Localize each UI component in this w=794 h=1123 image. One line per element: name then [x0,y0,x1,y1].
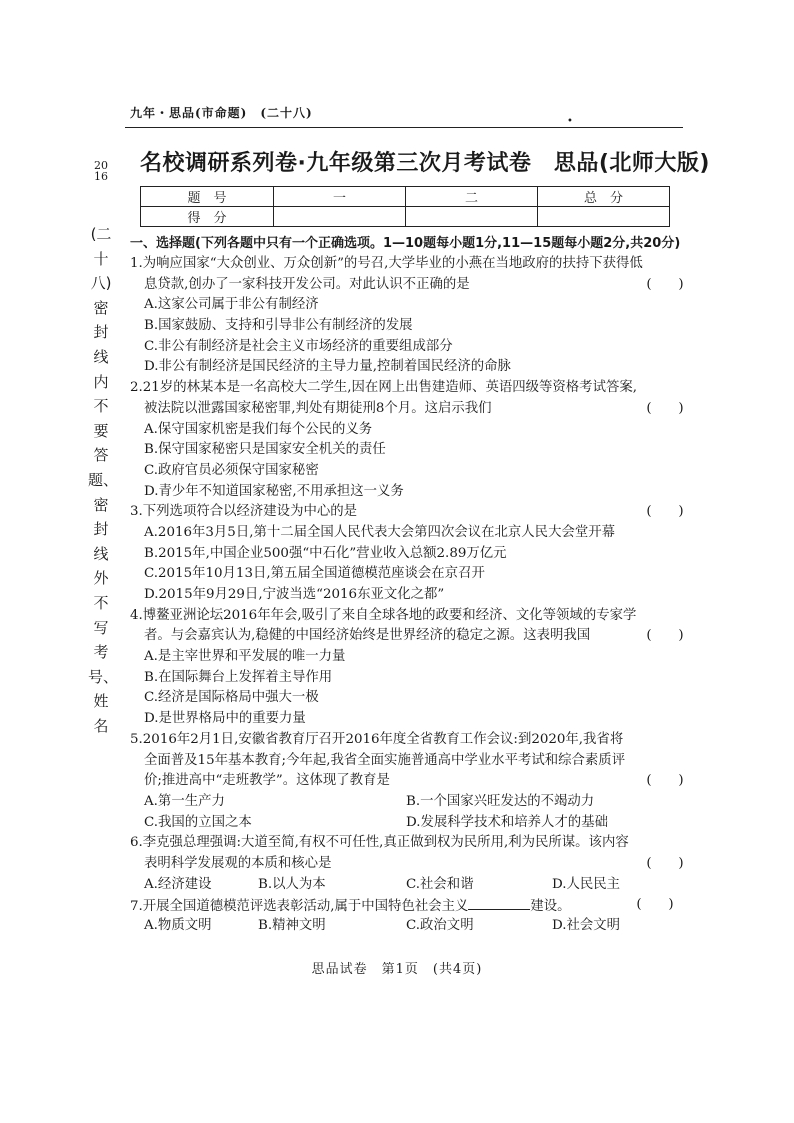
option-row [130,875,685,896]
seal-line-notice: (二十八)密封线内不要答题、密封线外不写考号、姓名 [88,225,119,735]
option-d: D.人民民主 [552,876,621,892]
question-stem-line [130,895,685,916]
option-d: D.社会文明 [552,918,621,933]
option-a: A.经济建设 [144,876,212,892]
question-stem-text: 3.下列选项符合以经济建设为中心的是 [130,504,358,520]
question-stem-line: 2.21岁的林某本是一名高校大二学生,因在网上出售建造师、英语四级等资格考试答案, [130,380,637,396]
option-b: B.以人为本 [258,876,326,892]
score-cell-label: 题 号 [141,187,274,207]
question-6 [130,833,685,895]
page-footer: 思品试卷 第1页 (共4页) [311,962,483,977]
score-table-score-row [141,207,670,227]
scan-dot: • [567,116,573,127]
option-b: B.在国际舞台上发挥着主导作用 [144,669,333,685]
question-3 [130,502,685,605]
score-table [140,186,670,227]
option-b: B.2015年,中国企业500强“中石化”营业收入总额2.89万亿元 [144,545,507,561]
option-a: A.是主宰世界和平发展的唯一力量 [144,649,346,665]
question-stem-line [130,854,685,875]
score-input-part1[interactable] [274,207,406,227]
answer-parentheses[interactable]: ( ) [646,276,684,292]
option-d: D.2015年9月29日,宁波当选“2016东亚文化之都” [144,587,445,602]
question-stem-line: 5.2016年2月1日,安徽省教育厅召开2016年度全省教育工作会议:到2020年,我省将 [130,731,624,747]
question-stem-line [130,275,685,296]
option-c: C.非公有制经济是社会主义市场经济的重要组成部分 [144,338,453,354]
running-head: 九年・思品(市命题) (二十八) [130,106,313,120]
answer-parentheses[interactable]: ( ) [646,773,684,789]
option-a: A.这家公司属于非公有制经济 [144,297,319,313]
seal-line-strip [86,159,119,920]
option-b: B.一个国家兴旺发达的不竭动力 [406,793,595,809]
question-stem-text: 建设。 [530,899,571,915]
question-1 [130,254,685,378]
answer-parentheses[interactable]: ( ) [646,504,684,520]
question-stem-line: 4.博鳌亚洲论坛2016年年会,吸引了来自全球各地的政要和经济、文化等领域的专家学 [130,607,637,623]
option-d: D.发展科学技术和培养人才的基础 [406,814,608,830]
option-a: A.保守国家机密是我们每个公民的义务 [144,421,373,437]
question-7 [130,895,685,936]
option-c: C.我国的立国之本 [144,814,252,830]
question-stem-text: 7.开展全国道德模范评选表彰活动,属于中国特色社会主义 [130,899,469,915]
question-stem-text: 者。与会嘉宾认为,稳健的中国经济始终是世界经济的稳定之源。这表明我国 [144,628,591,644]
question-4 [130,606,685,730]
question-section [130,234,685,937]
option-c: C.2015年10月13日,第五届全国道德模范座谈会在京召开 [144,566,485,582]
score-cell-label: 得 分 [141,207,274,227]
option-b: B.国家鼓励、支持和引导非公有制经济的发展 [144,318,413,334]
option-a: A.物质文明 [144,918,212,933]
option-b: B.精神文明 [258,918,326,933]
option-d: D.青少年不知道国家秘密,不用承担这一义务 [144,483,404,499]
score-cell-part2: 二 [406,187,538,207]
header-rule [125,127,683,128]
answer-parentheses[interactable]: ( ) [636,897,674,913]
option-pair-row [130,813,685,834]
question-stem-line: 6.李克强总理强调:大道至简,有权不可任性,真正做到权为民所用,利为民所谋。该内容 [130,835,629,851]
question-5 [130,730,685,833]
answer-parentheses[interactable]: ( ) [646,628,684,644]
option-a: A.2016年3月5日,第十二届全国人民代表大会第四次会议在北京人民大会堂开幕 [144,524,616,540]
option-row [130,916,685,937]
option-c: C.经济是国际格局中强大一极 [144,690,319,706]
fill-in-blank[interactable] [468,895,530,910]
exam-title: 名校调研系列卷·九年级第三次月考试卷 思品(北师大版) [140,151,710,176]
question-stem-text: 价;推进高中“走班教学”。这体现了教育是 [144,773,390,789]
question-stem-text: 息贷款,创办了一家科技开发公司。对此认识不正确的是 [144,276,470,292]
option-d: D.非公有制经济是国民经济的主导力量,控制着国民经济的命脉 [144,359,511,375]
score-input-part2[interactable] [406,207,538,227]
side-year: 2016 [94,159,108,183]
answer-parentheses[interactable]: ( ) [646,855,684,871]
question-stem-line [130,626,685,647]
question-stem-line [130,502,685,523]
question-2 [130,378,685,502]
section-heading: 一、选择题(下列各题中只有一个正确选项。1—10题每小题1分,11—15题每小题2分,共20分) [130,236,681,251]
score-table-header-row [141,187,670,207]
score-cell-part1: 一 [274,187,406,207]
question-stem-line: 全面普及15年基本教育;今年起,我省全面实施普通高中学业水平考试和综合素质评 [144,752,626,768]
answer-parentheses[interactable]: ( ) [646,400,684,416]
option-c: C.政治文明 [406,918,474,933]
question-stem-line: 1.为响应国家“大众创业、万众创新”的号召,大学毕业的小燕在当地政府的扶持下获得低 [130,256,643,271]
option-b: B.保守国家秘密只是国家安全机关的责任 [144,442,386,458]
question-stem-line [130,771,685,792]
option-c: C.政府官员必须保守国家秘密 [144,462,319,478]
question-stem-text: 表明科学发展观的本质和核心是 [144,855,332,871]
option-d: D.是世界格局中的重要力量 [144,711,306,727]
question-stem-text: 被法院以泄露国家秘密罪,判处有期徒刑8个月。这启示我们 [144,400,492,416]
score-cell-total: 总 分 [538,187,670,207]
score-input-total[interactable] [538,207,670,227]
question-stem-line [130,399,685,420]
option-pair-row [130,792,685,813]
option-c: C.社会和谐 [406,876,474,892]
option-a: A.第一生产力 [144,793,225,809]
